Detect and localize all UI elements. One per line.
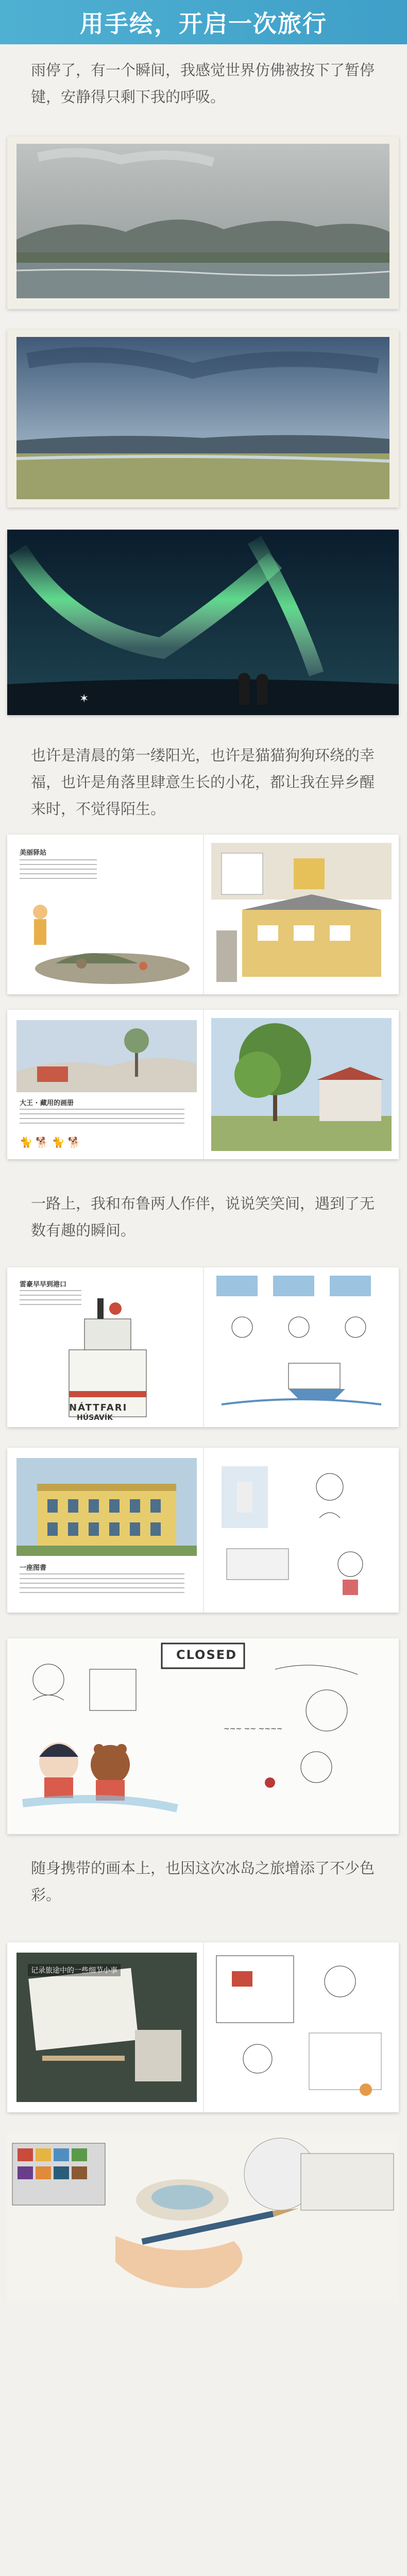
- spread3-boat-art: [38, 1288, 172, 1422]
- paragraph-journey: 一路上，我和布鲁两人作伴，说说笑笑间，遇到了无数有趣的瞬间。: [31, 1195, 375, 1239]
- spread1-text: [20, 859, 97, 882]
- spread2-text: [20, 1109, 184, 1127]
- paragraph-morning: 也许是清晨的第一缕阳光，也许是猫猫狗狗环绕的幸福，也许是角落里肆意生长的小花，都让我在异乡醒来时，不觉得陌生。: [31, 747, 375, 818]
- book-gutter: [203, 1942, 204, 2112]
- intro-paragraph: 雨停了，有一个瞬间，我感觉世界仿佛被按下了暂停键，安静得只剩下我的呼吸。: [31, 61, 375, 106]
- book-spread-3: [7, 1267, 399, 1427]
- spread2-left-art: [16, 1020, 197, 1092]
- boat-name: NÁTTFARI: [69, 1402, 128, 1413]
- paragraph-sketchbook: 随身携带的画本上，也因这次冰岛之旅增添了不少色彩。: [31, 1859, 375, 1904]
- sketch-characters-art: [7, 1638, 399, 1834]
- book-spread-6: [7, 1942, 399, 2112]
- art-supplies-illustration: [7, 2133, 399, 2576]
- page-title: 用手绘，开启一次旅行: [80, 10, 327, 38]
- book-gutter: [203, 835, 204, 994]
- art-supplies-art: [7, 2133, 399, 2576]
- spread2-right-art: [211, 1018, 392, 1151]
- sketch-page-characters: [7, 1638, 399, 1834]
- painting-aurora-art: [7, 530, 399, 715]
- spread4-title: 一座图書: [20, 1564, 47, 1572]
- spread1-right-art: [211, 843, 392, 987]
- spread6-right-art: [211, 1951, 392, 2105]
- spread3-sketches-art: [211, 1276, 392, 1420]
- book-spread-1: [7, 835, 399, 994]
- book-gutter: [203, 1010, 204, 1159]
- painting-stormy-plain: [7, 330, 399, 507]
- spread2-title: 大王 · 藏用的画册: [20, 1099, 74, 1107]
- spread1-title: 美丽驿站: [20, 849, 47, 857]
- svg-text:✶: ✶: [79, 692, 89, 705]
- book-spread-2: [7, 1010, 399, 1159]
- boat-port: HÚSAVÍK: [77, 1414, 113, 1422]
- painting-aurora: [7, 530, 399, 715]
- spread2-cats: 🐈 🐕 🐈 🐕: [20, 1136, 81, 1148]
- header-banner: [0, 0, 407, 44]
- painting-lake-mountains-art: [7, 137, 399, 309]
- book-spread-4: [7, 1448, 399, 1613]
- spread3-title: 雷豪早早到港口: [20, 1281, 67, 1289]
- spread1-left-art: [20, 886, 195, 989]
- svg-text:~~~ ~~ ~~~~: ~~~ ~~ ~~~~: [224, 1725, 283, 1733]
- spread4-sketches-art: [211, 1456, 392, 1605]
- painting-stormy-plain-art: [7, 330, 399, 507]
- spread4-text: [20, 1573, 184, 1594]
- book-gutter: [203, 1448, 204, 1613]
- closed-sign: CLOSED: [176, 1648, 238, 1662]
- painting-lake-mountains: [7, 137, 399, 309]
- book-gutter: [203, 1267, 204, 1427]
- spread6-title: 记录旅途中的一些细节小事: [28, 1964, 121, 1976]
- spread4-building-art: [16, 1458, 197, 1556]
